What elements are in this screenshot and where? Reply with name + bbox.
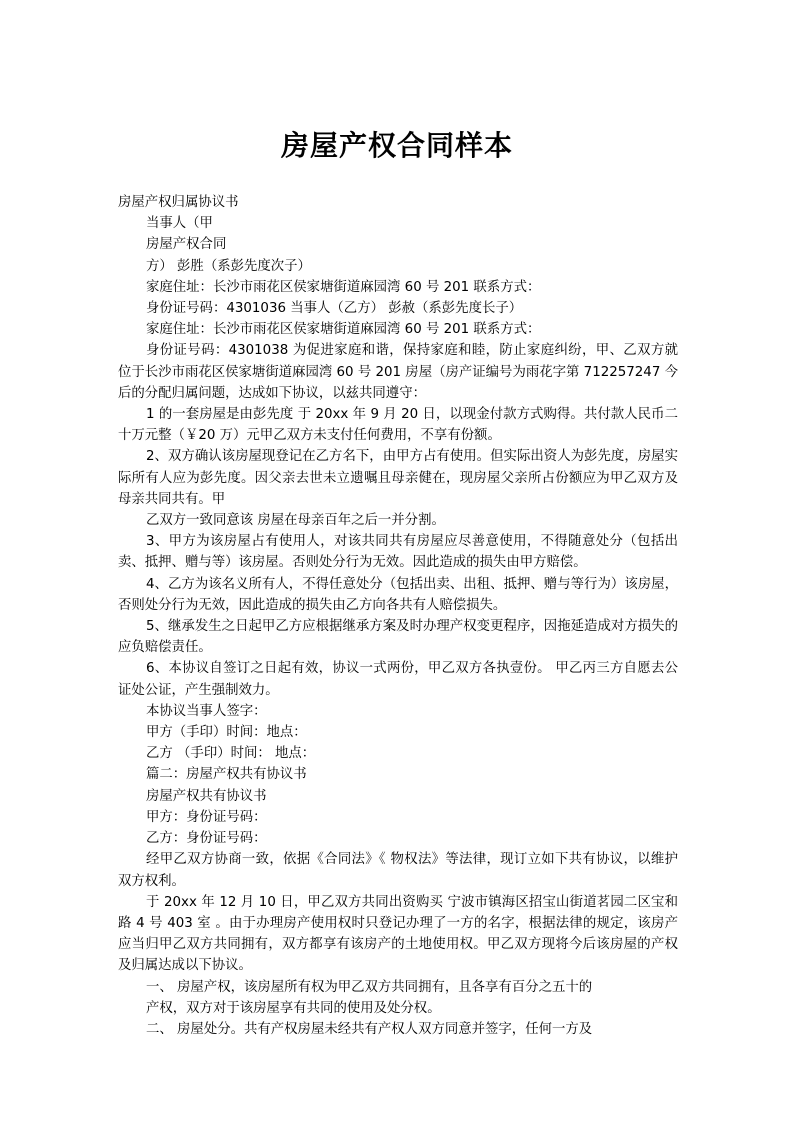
paragraph-line: 当事人（甲 (146, 216, 213, 232)
paragraph: 2、双方确认该房屋现登记在乙方名下，由甲方占有使用。但实际出资人为彭先度，房屋实际所有人应为彭先度。因父亲去世未立遗嘱且母亲健在，现房屋父亲所占份额应为甲乙双方及母亲共同共有。甲 (118, 449, 678, 507)
paragraph-line: 房屋产权合同 (146, 237, 227, 253)
paragraph: 5、继承发生之日起甲乙方应根据继承方案及时办理产权变更程序，因拖延造成对方损失的应负赔偿责任。 (118, 619, 678, 656)
document-body (118, 192, 678, 1040)
paragraph: 于 20xx 年 12 月 10 日，甲乙双方共同出资购买 宁波市镇海区招宝山街道茗园二区宝和路 4 号 403 室 。由于办理房产使用权时只登记办理了一方的名字，根据法律的规定，该房产应当归甲乙双方共同拥有，双方都享有该房产的土地使用权。甲乙双方现将今后该房屋的产权及归属达成以下协议。 (118, 894, 678, 974)
paragraph-line: 身份证号码：4301036 当事人（乙方） 彭赦（系彭先度长子） (146, 301, 523, 317)
section-heading: 房屋产权归属协议书 (118, 195, 239, 210)
paragraph-line: 甲方：身份证号码： (146, 809, 267, 825)
paragraph: 身份证号码：4301038 为促进家庭和谐，保持家庭和睦，防止家庭纠纷，甲、乙双方就位于长沙市雨花区侯家塘街道麻园湾 60 号 201 房屋（房产证编号为雨花字第 712257247 今后的分配归属问题，达成如下协议，以兹共同遵守： (118, 343, 678, 401)
paragraph-line: 乙双方一致同意该 房屋在母亲百年之后一并分割。 (146, 513, 445, 529)
paragraph-line: 乙方：身份证号码： (146, 831, 267, 847)
paragraph-line: 房屋产权共有协议书 (146, 788, 267, 804)
paragraph-line: 本协议当事人签字： (146, 703, 267, 719)
paragraph-line: 方） 彭胜（系彭先度次子） (146, 258, 311, 274)
paragraph-line: 一、 房屋产权，该房屋所有权为甲乙双方共同拥有，且各享有百分之五十的 (146, 979, 593, 995)
paragraph: 1 的一套房屋是由彭先度 于 20xx 年 9 月 20 日，以现金付款方式购得。共付款人民币二十万元整（￥20 万）元甲乙双方未支付任何费用，不享有份额。 (118, 407, 678, 444)
paragraph-line: 二、 房屋处分。共有产权房屋未经共有产权人双方同意并签字，任何一方及 (146, 1021, 593, 1037)
paragraph-line: 篇二：房屋产权共有协议书 (146, 767, 307, 783)
paragraph: 经甲乙双方协商一致，依据《合同法》《 物权法》等法律，现订立如下共有协议，以维护双方权利。 (118, 852, 678, 889)
paragraph-line: 家庭住址：长沙市雨花区侯家塘街道麻园湾 60 号 201 联系方式： (146, 279, 541, 295)
paragraph-line: 乙方 （手印）时间： 地点： (146, 746, 316, 762)
paragraph-line: 家庭住址：长沙市雨花区侯家塘街道麻园湾 60 号 201 联系方式： (146, 322, 541, 338)
paragraph: 6、本协议自签订之日起有效，协议一式两份，甲乙双方各执壹份。 甲乙丙三方自愿去公证处公证，产生强制效力。 (118, 661, 678, 698)
paragraph-line: 甲方（手印）时间：地点： (146, 725, 307, 741)
document-title: 房屋产权合同样本 (280, 129, 513, 162)
paragraph: 3、甲方为该房屋占有使用人，对该共同共有房屋应尽善意使用，不得随意处分（包括出卖、抵押、赠与等）该房屋。否则处分行为无效。因此造成的损失由甲方赔偿。 (118, 534, 678, 571)
paragraph-line: 产权，双方对于该房屋享有共同的使用及处分权。 (146, 1000, 441, 1016)
paragraph: 4、乙方为该名义所有人，不得任意处分（包括出卖、出租、抵押、赠与等行为）该房屋，否则处分行为无效，因此造成的损失由乙方向各共有人赔偿损失。 (118, 576, 678, 613)
